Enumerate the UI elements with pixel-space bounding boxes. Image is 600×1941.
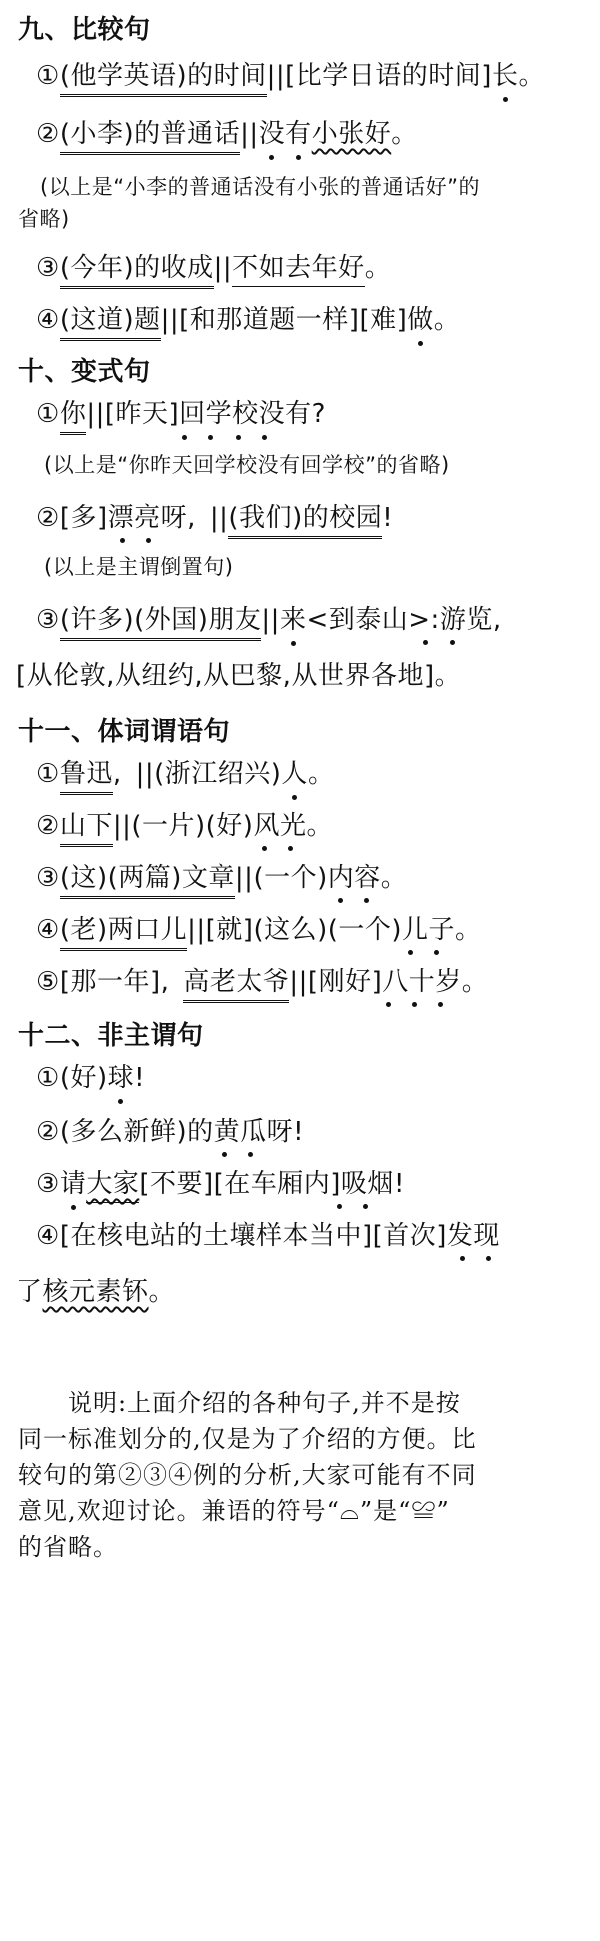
particle: 呀! — [266, 1117, 305, 1147]
example-number: ③ — [36, 863, 60, 893]
predicate-complement: 去年好 — [285, 252, 365, 287]
example-11-2 — [36, 810, 333, 847]
explanation-line-1: 说明:上面介绍的各种句子,并不是按 — [68, 1389, 461, 1417]
predicate-head: 做 — [407, 305, 434, 335]
section-heading-11: 十一、体词谓语句 — [18, 717, 231, 747]
example-9-3 — [36, 252, 391, 289]
punctuation: 。 — [306, 811, 333, 841]
subject-head: 文章 — [182, 862, 235, 899]
attribute: (一个) — [253, 863, 328, 893]
section-heading-10: 十、变式句 — [18, 357, 151, 387]
adverbial: [不要][在车厢内] — [139, 1169, 341, 1199]
example-12-1 — [36, 1062, 145, 1094]
pivot: 大家 — [86, 1168, 139, 1203]
adverbial: [那一年], — [59, 967, 170, 997]
example-9-1 — [36, 60, 545, 97]
example-11-4 — [36, 914, 482, 951]
adverbial: [在核电站的土壤样本当中][首次] — [59, 1221, 447, 1251]
punctuation: 。 — [433, 305, 461, 335]
predicate-head: 儿子 — [402, 915, 456, 945]
attribute: (一片)(好) — [131, 811, 254, 841]
head-word: 球 — [107, 1063, 135, 1093]
punctuation: 。 — [455, 915, 482, 945]
subject-predicate-separator: || — [160, 305, 180, 335]
example-number: ② — [36, 1117, 60, 1147]
example-12-2 — [36, 1116, 304, 1148]
pivot-symbol-full: ≌ — [411, 1497, 437, 1525]
adverbial: [多] — [59, 503, 108, 533]
example-number: ③ — [36, 605, 60, 635]
predicate-head: 发现 — [446, 1221, 500, 1251]
attribute: (许多) — [60, 604, 134, 641]
predicate-head: 有 — [285, 119, 312, 149]
explanation-line-4 — [18, 1496, 450, 1526]
comma: , — [112, 759, 122, 789]
attribute: (这)(两篇) — [60, 862, 182, 899]
attribute: (老) — [60, 914, 108, 951]
predicate-head: 请 — [59, 1169, 87, 1199]
subject-predicate-separator: || — [266, 61, 286, 91]
punctuation: ! — [382, 503, 394, 533]
example-number: ① — [36, 1063, 60, 1093]
adverbial: [比学日语的时间] — [285, 61, 492, 91]
punctuation: ! — [134, 1063, 146, 1093]
explanation-text: ”是“ — [359, 1497, 412, 1525]
subject-head: 山下 — [60, 810, 113, 847]
pivot-symbol-short: ⌓ — [339, 1497, 360, 1525]
subject-head: 的收成 — [134, 252, 214, 289]
example-12-3 — [36, 1168, 405, 1203]
adverbial: [昨天] — [104, 399, 180, 429]
explanation-line-5: 的省略。 — [18, 1533, 118, 1561]
object: 核元素钚 — [42, 1277, 149, 1307]
subject-head: 两口儿 — [108, 914, 188, 951]
predicate-head: 风光 — [253, 811, 307, 841]
punctuation: ? — [311, 399, 326, 429]
attribute: (外国) — [134, 604, 208, 641]
subject-predicate-separator: || — [112, 811, 132, 841]
subject-head: 高老太爷 — [183, 966, 289, 1003]
example-11-5 — [36, 966, 488, 1003]
note-10-a: (以上是“你昨天回学校没有回学校”的省略) — [44, 453, 450, 477]
example-10-3-continued: [从伦敦,从纽约,从巴黎,从世界各地]。 — [16, 661, 462, 691]
object: 小张好 — [311, 119, 392, 149]
example-number: ④ — [36, 915, 60, 945]
attribute: (小李) — [60, 118, 134, 155]
punctuation: 。 — [307, 759, 335, 789]
punctuation: 。 — [461, 967, 489, 997]
particle: 了 — [16, 1277, 43, 1307]
attribute: (今年) — [60, 252, 134, 289]
example-number: ④ — [36, 305, 60, 335]
punctuation: , — [492, 605, 502, 635]
subject-head: 的校园 — [303, 502, 383, 539]
adverbial: [就](这么)(一个) — [205, 915, 403, 945]
attribute: (多么新鲜)的 — [59, 1117, 214, 1147]
example-number: ② — [36, 503, 60, 533]
example-11-1 — [36, 758, 334, 795]
subject-head: 你 — [60, 398, 87, 435]
example-12-4-continued — [16, 1276, 175, 1308]
subject-predicate-separator: || — [261, 605, 280, 635]
predicate-head: 吸烟 — [340, 1169, 394, 1199]
example-12-4 — [36, 1220, 500, 1252]
attribute: (浙江绍兴) — [154, 759, 282, 789]
subject-head: 的普通话 — [134, 118, 240, 155]
subject-head: 的时间 — [187, 60, 267, 97]
subject-head: 鲁迅 — [60, 758, 113, 795]
predicate-head: 来 — [279, 605, 307, 635]
predicate-head: 长 — [491, 61, 519, 91]
attribute: (好) — [59, 1063, 108, 1093]
example-number: ① — [36, 399, 60, 429]
section-heading-9: 九、比较句 — [18, 15, 151, 45]
note-9-a: (以上是“小李的普通话没有小张的普通话好”的 — [40, 175, 480, 199]
predicate-head: 游览 — [439, 605, 493, 635]
subject-predicate-separator: || — [234, 863, 254, 893]
predicate-head: 人 — [281, 759, 308, 789]
subject-predicate-separator: || — [213, 253, 233, 283]
punctuation: 。 — [380, 863, 408, 893]
predicate-head: 内容 — [327, 863, 381, 893]
predicate-head: 八十岁 — [382, 967, 462, 997]
predicate-head: 没 — [258, 119, 286, 149]
colon: : — [430, 605, 440, 635]
example-10-1 — [36, 398, 326, 435]
example-number: ④ — [36, 1221, 60, 1251]
explanation-line-2: 同一标准划分的,仅是为了介绍的方便。比 — [18, 1425, 477, 1453]
subject-head: 题 — [134, 304, 161, 341]
attribute: (我们) — [228, 502, 302, 539]
subject-predicate-separator: || — [86, 399, 105, 429]
punctuation: 。 — [364, 253, 392, 283]
section-heading-12: 十二、非主谓句 — [18, 1021, 204, 1051]
note-9-b: 省略) — [18, 207, 70, 231]
adverbial: [和那道题一样][难] — [179, 305, 408, 335]
example-number: ③ — [36, 1169, 60, 1199]
example-number: ① — [36, 61, 60, 91]
explanation-text: 意见,欢迎讨论。兼语的符号“ — [18, 1497, 340, 1525]
punctuation: 。 — [148, 1277, 176, 1307]
note-10-b: (以上是主谓倒置句) — [44, 555, 234, 579]
punctuation: ! — [393, 1169, 405, 1199]
attribute: (他学英语) — [60, 60, 187, 97]
subject-predicate-separator: || — [187, 915, 206, 945]
punctuation: 。 — [391, 119, 418, 149]
explanation-line-3: 较句的第②③④例的分析,大家可能有不同 — [18, 1461, 477, 1489]
example-number: ⑤ — [36, 967, 60, 997]
punctuation: 。 — [518, 61, 545, 91]
complement: <到泰山> — [306, 605, 431, 635]
predicate-head: 不如 — [232, 252, 285, 287]
example-10-3 — [36, 604, 502, 641]
example-9-2 — [36, 118, 418, 155]
example-9-4 — [36, 304, 460, 341]
predicate: 回学校没有 — [179, 399, 312, 429]
example-number: ② — [36, 119, 60, 149]
example-11-3 — [36, 862, 407, 899]
adverbial: [刚好] — [307, 967, 383, 997]
predicate-head: 漂亮 — [107, 503, 161, 533]
subject-predicate-separator: || — [135, 759, 155, 789]
example-number: ② — [36, 811, 60, 841]
explanation-text: ” — [436, 1497, 450, 1525]
example-number: ① — [36, 759, 60, 789]
subject-predicate-separator: || — [240, 119, 259, 149]
subject-predicate-separator: || — [209, 503, 229, 533]
attribute: (这道) — [60, 304, 134, 341]
example-number: ③ — [36, 253, 60, 283]
subject-head: 朋友 — [208, 604, 261, 641]
particle: 呀, — [160, 503, 196, 533]
example-10-2 — [36, 502, 393, 539]
subject-predicate-separator: || — [289, 967, 308, 997]
head-word: 黄瓜 — [213, 1117, 267, 1147]
